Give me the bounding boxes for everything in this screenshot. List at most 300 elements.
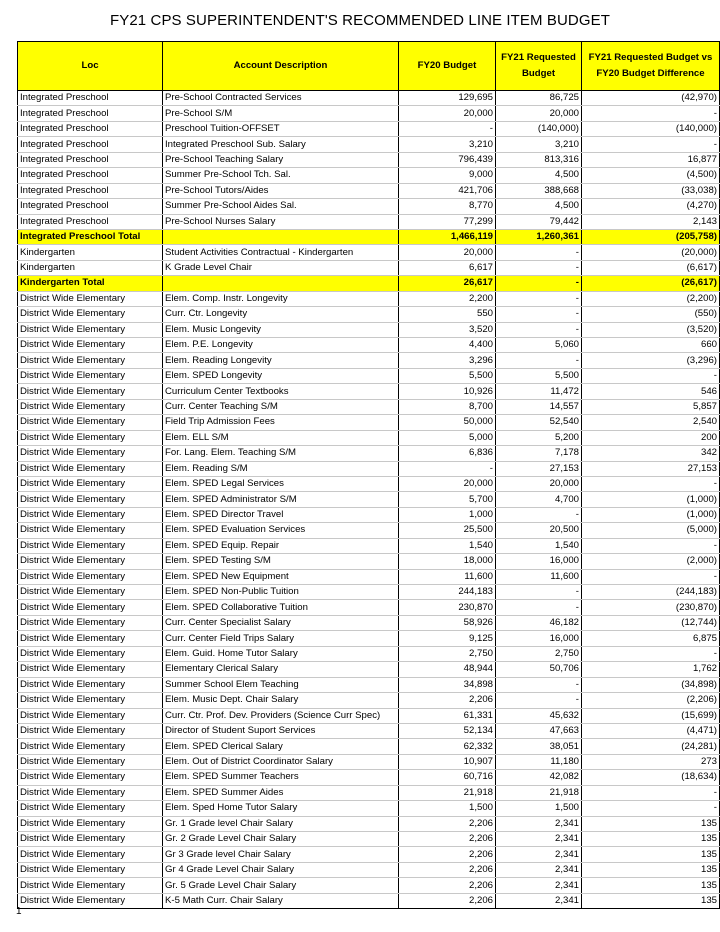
table-row [18,878,720,893]
cell-fy21-requested-budget: 47,663 [496,723,582,738]
cell-loc: Integrated Preschool [18,214,163,229]
cell-loc: District Wide Elementary [18,801,163,816]
cell-fy21-requested-budget: 20,000 [496,476,582,491]
cell-loc: District Wide Elementary [18,646,163,661]
cell-difference: - [582,368,720,383]
cell-difference: (4,500) [582,168,720,183]
cell-difference: 200 [582,430,720,445]
table-row [18,338,720,353]
cell-loc: Integrated Preschool [18,168,163,183]
table-row [18,816,720,831]
cell-difference: (4,270) [582,199,720,214]
table-row [18,785,720,800]
cell-loc: District Wide Elementary [18,430,163,445]
cell-loc: District Wide Elementary [18,739,163,754]
cell-account-description: Pre-School S/M [163,106,399,121]
cell-fy21-requested-budget: 11,472 [496,384,582,399]
cell-difference: 135 [582,893,720,908]
cell-loc: District Wide Elementary [18,523,163,538]
cell-fy21-requested-budget: 11,600 [496,569,582,584]
cell-fy20-budget: 20,000 [399,106,496,121]
cell-difference: 342 [582,446,720,461]
cell-loc: District Wide Elementary [18,785,163,800]
cell-fy20-budget: 6,617 [399,260,496,275]
cell-fy21-requested-budget: - [496,322,582,337]
table-row [18,183,720,198]
cell-fy21-requested-budget: 16,000 [496,631,582,646]
cell-loc: District Wide Elementary [18,770,163,785]
cell-fy20-budget: 25,500 [399,523,496,538]
cell-difference: (5,000) [582,523,720,538]
cell-fy20-budget: 3,296 [399,353,496,368]
cell-difference: (230,870) [582,600,720,615]
cell-fy20-budget: 58,926 [399,615,496,630]
cell-account-description: Elem. ELL S/M [163,430,399,445]
table-row [18,677,720,692]
cell-account-description [163,276,399,291]
cell-difference: (205,758) [582,229,720,244]
cell-loc: District Wide Elementary [18,847,163,862]
cell-fy21-requested-budget: 50,706 [496,662,582,677]
cell-fy20-budget: 5,000 [399,430,496,445]
cell-difference: 135 [582,862,720,877]
cell-account-description: Elem. SPED Evaluation Services [163,523,399,538]
cell-account-description: Curr. Center Field Trips Salary [163,631,399,646]
cell-account-description: Pre-School Contracted Services [163,91,399,106]
cell-loc: District Wide Elementary [18,353,163,368]
table-row [18,832,720,847]
cell-loc: District Wide Elementary [18,631,163,646]
header-fy20-budget: FY20 Budget [399,42,496,91]
table-row [18,708,720,723]
table-row [18,646,720,661]
cell-fy20-budget: 2,200 [399,291,496,306]
cell-fy21-requested-budget: - [496,291,582,306]
table-row [18,446,720,461]
cell-fy21-requested-budget: - [496,507,582,522]
cell-difference: 135 [582,847,720,862]
cell-account-description: Elem. SPED Legal Services [163,476,399,491]
table-row [18,693,720,708]
cell-fy20-budget: 1,540 [399,538,496,553]
cell-fy20-budget: 10,926 [399,384,496,399]
cell-fy20-budget: 3,210 [399,137,496,152]
cell-difference: (2,200) [582,291,720,306]
cell-fy21-requested-budget: 4,500 [496,199,582,214]
cell-fy20-budget: 62,332 [399,739,496,754]
table-row [18,739,720,754]
cell-fy20-budget: 2,206 [399,847,496,862]
table-row [18,615,720,630]
cell-loc: District Wide Elementary [18,754,163,769]
cell-difference: 135 [582,878,720,893]
cell-account-description [163,229,399,244]
cell-loc: District Wide Elementary [18,569,163,584]
table-row [18,569,720,584]
cell-loc: Integrated Preschool [18,152,163,167]
cell-loc: District Wide Elementary [18,415,163,430]
cell-account-description: Field Trip Admission Fees [163,415,399,430]
cell-difference: (1,000) [582,507,720,522]
cell-account-description: Elem. Comp. Instr. Longevity [163,291,399,306]
cell-difference: (33,038) [582,183,720,198]
cell-difference: - [582,785,720,800]
cell-account-description: Summer School Elem Teaching [163,677,399,692]
cell-account-description: Elem. SPED Clerical Salary [163,739,399,754]
cell-account-description: Summer Pre-School Aides Sal. [163,199,399,214]
cell-difference: - [582,137,720,152]
table-row [18,600,720,615]
table-row [18,523,720,538]
cell-difference: 2,540 [582,415,720,430]
cell-account-description: Gr 3 Grade level Chair Salary [163,847,399,862]
header-fy21-requested-budget: FY21 Requested Budget [496,42,582,91]
cell-fy20-budget: 5,500 [399,368,496,383]
cell-fy21-requested-budget: 813,316 [496,152,582,167]
cell-fy20-budget: 1,466,119 [399,229,496,244]
cell-account-description: Director of Student Suport Services [163,723,399,738]
cell-account-description: Summer Pre-School Tch. Sal. [163,168,399,183]
cell-fy21-requested-budget: 7,178 [496,446,582,461]
cell-difference: 135 [582,832,720,847]
cell-fy21-requested-budget: 52,540 [496,415,582,430]
cell-fy21-requested-budget: 2,341 [496,862,582,877]
cell-fy21-requested-budget: 5,200 [496,430,582,445]
cell-fy20-budget: 8,770 [399,199,496,214]
cell-fy20-budget: 550 [399,307,496,322]
header-loc: Loc [18,42,163,91]
cell-difference: 5,857 [582,399,720,414]
cell-account-description: Student Activities Contractual - Kindergarten [163,245,399,260]
cell-fy21-requested-budget: 46,182 [496,615,582,630]
cell-fy21-requested-budget: 388,668 [496,183,582,198]
cell-difference: (15,699) [582,708,720,723]
cell-fy21-requested-budget: 2,341 [496,878,582,893]
cell-account-description: Pre-School Teaching Salary [163,152,399,167]
cell-fy21-requested-budget: 27,153 [496,461,582,476]
cell-loc: District Wide Elementary [18,322,163,337]
cell-fy20-budget: - [399,121,496,136]
table-row [18,368,720,383]
cell-loc: Integrated Preschool Total [18,229,163,244]
table-row [18,353,720,368]
cell-difference: (18,634) [582,770,720,785]
table-row [18,384,720,399]
cell-fy21-requested-budget: 5,500 [496,368,582,383]
cell-loc: District Wide Elementary [18,862,163,877]
cell-fy20-budget: 129,695 [399,91,496,106]
table-row [18,291,720,306]
cell-fy20-budget: 5,700 [399,492,496,507]
cell-difference: (3,296) [582,353,720,368]
cell-difference: 546 [582,384,720,399]
cell-account-description: Elem. SPED Testing S/M [163,554,399,569]
cell-loc: District Wide Elementary [18,384,163,399]
cell-loc: Integrated Preschool [18,199,163,214]
table-row [18,754,720,769]
cell-account-description: Integrated Preschool Sub. Salary [163,137,399,152]
cell-loc: District Wide Elementary [18,816,163,831]
cell-fy21-requested-budget: 42,082 [496,770,582,785]
cell-loc: District Wide Elementary [18,476,163,491]
cell-fy21-requested-budget: 3,210 [496,137,582,152]
cell-fy21-requested-budget: - [496,307,582,322]
cell-loc: Kindergarten [18,245,163,260]
table-row [18,121,720,136]
table-row [18,214,720,229]
cell-difference: 273 [582,754,720,769]
total-row [18,229,720,244]
cell-difference: 135 [582,816,720,831]
cell-fy20-budget: 48,944 [399,662,496,677]
table-row [18,631,720,646]
table-row [18,801,720,816]
cell-fy21-requested-budget: - [496,677,582,692]
header-account-description: Account Description [163,42,399,91]
cell-loc: District Wide Elementary [18,585,163,600]
cell-difference: (6,617) [582,260,720,275]
cell-fy20-budget: 8,700 [399,399,496,414]
cell-fy20-budget: 61,331 [399,708,496,723]
cell-loc: District Wide Elementary [18,615,163,630]
cell-fy21-requested-budget: 21,918 [496,785,582,800]
table-row [18,554,720,569]
cell-account-description: Gr 4 Grade Level Chair Salary [163,862,399,877]
table-row [18,106,720,121]
cell-fy21-requested-budget: 2,341 [496,893,582,908]
table-row [18,399,720,414]
cell-fy20-budget: 4,400 [399,338,496,353]
table-row [18,893,720,908]
cell-account-description: Elem. Guid. Home Tutor Salary [163,646,399,661]
cell-fy20-budget: 2,206 [399,893,496,908]
cell-account-description: Elem. SPED Collaborative Tuition [163,600,399,615]
table-row [18,723,720,738]
cell-account-description: Elem. SPED Non-Public Tuition [163,585,399,600]
cell-loc: District Wide Elementary [18,693,163,708]
cell-fy21-requested-budget: 86,725 [496,91,582,106]
cell-account-description: Elem. P.E. Longevity [163,338,399,353]
cell-account-description: Gr. 5 Grade Level Chair Salary [163,878,399,893]
cell-difference: (244,183) [582,585,720,600]
cell-difference: (26,617) [582,276,720,291]
budget-table [17,41,720,909]
cell-difference: (42,970) [582,91,720,106]
cell-loc: District Wide Elementary [18,554,163,569]
cell-loc: District Wide Elementary [18,677,163,692]
cell-loc: District Wide Elementary [18,878,163,893]
cell-fy20-budget: 2,206 [399,816,496,831]
cell-fy21-requested-budget: 1,260,361 [496,229,582,244]
cell-fy21-requested-budget: 4,700 [496,492,582,507]
cell-fy21-requested-budget: 1,500 [496,801,582,816]
cell-account-description: For. Lang. Elem. Teaching S/M [163,446,399,461]
cell-account-description: Elem. Reading S/M [163,461,399,476]
cell-fy21-requested-budget: 2,341 [496,847,582,862]
cell-loc: Integrated Preschool [18,91,163,106]
cell-fy21-requested-budget: 2,341 [496,832,582,847]
cell-fy21-requested-budget: 11,180 [496,754,582,769]
cell-fy20-budget: 9,000 [399,168,496,183]
cell-fy20-budget: 1,000 [399,507,496,522]
cell-fy20-budget: 11,600 [399,569,496,584]
cell-account-description: Curr. Ctr. Prof. Dev. Providers (Science Curr Spec) [163,708,399,723]
cell-difference: 2,143 [582,214,720,229]
cell-fy20-budget: 9,125 [399,631,496,646]
cell-account-description: Preschool Tuition-OFFSET [163,121,399,136]
cell-account-description: Curr. Center Specialist Salary [163,615,399,630]
cell-fy20-budget: 244,183 [399,585,496,600]
table-row [18,91,720,106]
cell-account-description: K Grade Level Chair [163,260,399,275]
cell-fy20-budget: 52,134 [399,723,496,738]
cell-account-description: Elem. Sped Home Tutor Salary [163,801,399,816]
cell-difference: - [582,538,720,553]
cell-fy21-requested-budget: 2,750 [496,646,582,661]
cell-fy21-requested-budget: 20,500 [496,523,582,538]
total-row [18,276,720,291]
cell-fy20-budget: 1,500 [399,801,496,816]
table-row [18,245,720,260]
cell-account-description: Elem. SPED Summer Aides [163,785,399,800]
cell-loc: District Wide Elementary [18,399,163,414]
cell-fy20-budget: 2,750 [399,646,496,661]
table-row [18,538,720,553]
cell-account-description: K-5 Math Curr. Chair Salary [163,893,399,908]
cell-account-description: Elem. SPED Equip. Repair [163,538,399,553]
page-title: FY21 CPS SUPERINTENDENT'S RECOMMENDED LINE ITEM BUDGET [110,12,610,29]
cell-account-description: Elem. Music Longevity [163,322,399,337]
cell-fy20-budget: 26,617 [399,276,496,291]
cell-loc: Integrated Preschool [18,106,163,121]
cell-fy21-requested-budget: 16,000 [496,554,582,569]
cell-loc: District Wide Elementary [18,338,163,353]
page-number: 1 [16,906,22,917]
table-row [18,476,720,491]
cell-difference: (4,471) [582,723,720,738]
cell-account-description: Curr. Center Teaching S/M [163,399,399,414]
table-row [18,770,720,785]
cell-difference: (2,000) [582,554,720,569]
cell-fy20-budget: 421,706 [399,183,496,198]
cell-fy21-requested-budget: - [496,600,582,615]
cell-fy20-budget: 77,299 [399,214,496,229]
cell-fy21-requested-budget: - [496,245,582,260]
cell-fy20-budget: 60,716 [399,770,496,785]
cell-difference: 16,877 [582,152,720,167]
cell-difference: (20,000) [582,245,720,260]
cell-fy20-budget: 230,870 [399,600,496,615]
table-row [18,862,720,877]
cell-difference: 27,153 [582,461,720,476]
table-row [18,507,720,522]
cell-loc: District Wide Elementary [18,832,163,847]
cell-fy21-requested-budget: 38,051 [496,739,582,754]
cell-fy21-requested-budget: (140,000) [496,121,582,136]
table-row [18,322,720,337]
cell-difference: 1,762 [582,662,720,677]
cell-fy21-requested-budget: 2,341 [496,816,582,831]
cell-fy21-requested-budget: - [496,585,582,600]
cell-fy21-requested-budget: 4,500 [496,168,582,183]
cell-fy20-budget: 20,000 [399,245,496,260]
cell-difference: (12,744) [582,615,720,630]
cell-difference: (34,898) [582,677,720,692]
cell-fy21-requested-budget: - [496,353,582,368]
cell-fy20-budget: - [399,461,496,476]
cell-loc: Kindergarten Total [18,276,163,291]
cell-difference: - [582,476,720,491]
table-row [18,430,720,445]
cell-difference: (24,281) [582,739,720,754]
table-row [18,307,720,322]
cell-loc: District Wide Elementary [18,723,163,738]
cell-fy21-requested-budget: - [496,260,582,275]
cell-account-description: Curr. Ctr. Longevity [163,307,399,322]
cell-difference: (3,520) [582,322,720,337]
table-row [18,847,720,862]
table-row [18,461,720,476]
cell-account-description: Elem. Reading Longevity [163,353,399,368]
cell-fy20-budget: 2,206 [399,693,496,708]
cell-fy21-requested-budget: 45,632 [496,708,582,723]
cell-fy20-budget: 20,000 [399,476,496,491]
cell-account-description: Pre-School Nurses Salary [163,214,399,229]
table-row [18,152,720,167]
cell-fy21-requested-budget: - [496,276,582,291]
table-row [18,662,720,677]
cell-fy21-requested-budget: 20,000 [496,106,582,121]
cell-fy20-budget: 3,520 [399,322,496,337]
cell-fy21-requested-budget: 79,442 [496,214,582,229]
cell-loc: District Wide Elementary [18,368,163,383]
table-row [18,168,720,183]
cell-difference: - [582,646,720,661]
cell-fy21-requested-budget: 5,060 [496,338,582,353]
cell-fy20-budget: 18,000 [399,554,496,569]
cell-account-description: Gr. 2 Grade Level Chair Salary [163,832,399,847]
table-row [18,585,720,600]
cell-loc: District Wide Elementary [18,600,163,615]
table-row [18,260,720,275]
cell-loc: District Wide Elementary [18,446,163,461]
cell-account-description: Curriculum Center Textbooks [163,384,399,399]
cell-difference: - [582,801,720,816]
cell-fy20-budget: 10,907 [399,754,496,769]
table-row [18,137,720,152]
cell-fy20-budget: 796,439 [399,152,496,167]
cell-account-description: Gr. 1 Grade level Chair Salary [163,816,399,831]
cell-fy21-requested-budget: 14,557 [496,399,582,414]
cell-loc: Kindergarten [18,260,163,275]
cell-account-description: Elem. SPED Director Travel [163,507,399,522]
cell-account-description: Elem. SPED Administrator S/M [163,492,399,507]
cell-account-description: Elementary Clerical Salary [163,662,399,677]
cell-fy21-requested-budget: - [496,693,582,708]
cell-account-description: Elem. SPED Longevity [163,368,399,383]
cell-loc: Integrated Preschool [18,137,163,152]
cell-account-description: Elem. Out of District Coordinator Salary [163,754,399,769]
cell-difference: 660 [582,338,720,353]
cell-loc: District Wide Elementary [18,538,163,553]
cell-loc: Integrated Preschool [18,183,163,198]
cell-loc: District Wide Elementary [18,507,163,522]
cell-fy20-budget: 2,206 [399,862,496,877]
cell-difference: (550) [582,307,720,322]
cell-loc: District Wide Elementary [18,708,163,723]
cell-fy20-budget: 34,898 [399,677,496,692]
cell-difference: - [582,569,720,584]
